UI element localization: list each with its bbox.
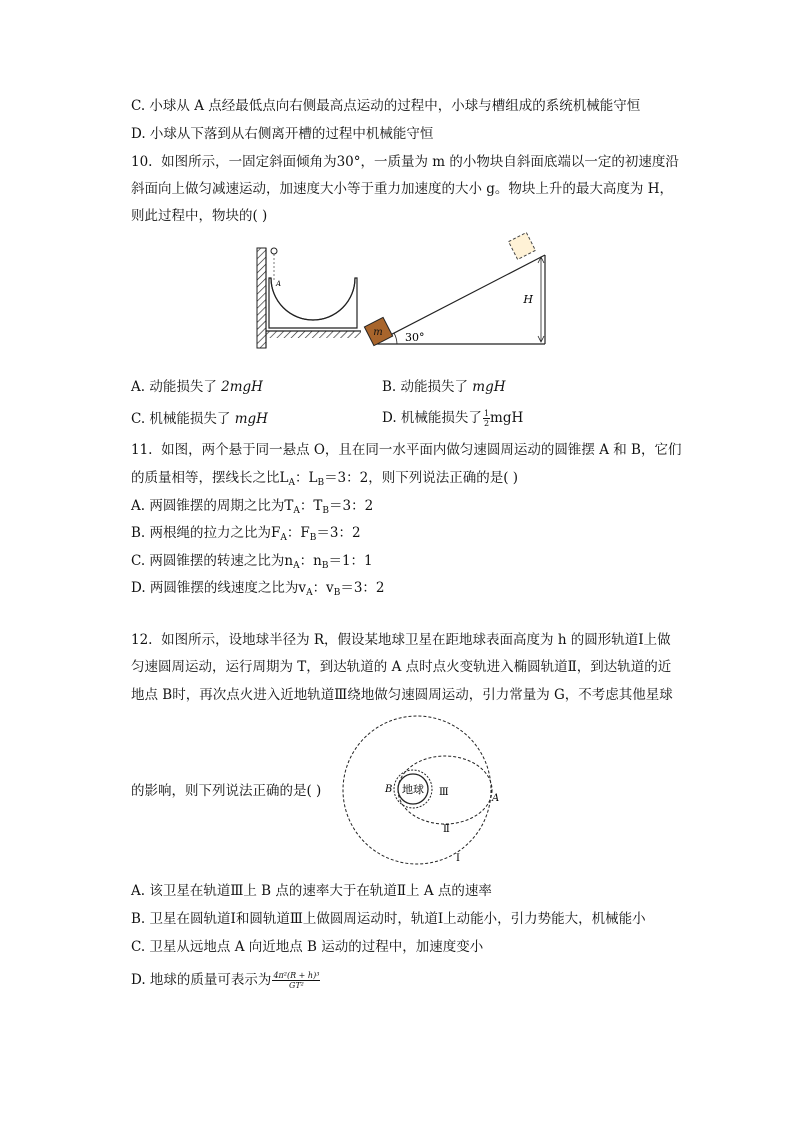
q11-option-a xyxy=(131,497,373,520)
q10-option-a-prefix: A. 动能损失了 xyxy=(131,379,222,395)
q9-option-d: D. 小球从下落到从右侧离开槽的过程中机械能守恒 xyxy=(131,126,434,142)
incline-slope xyxy=(373,255,545,344)
q10-option-d xyxy=(382,406,523,430)
q12-option-d xyxy=(131,968,320,992)
sub-b: B xyxy=(321,561,329,571)
label-30deg: 30° xyxy=(405,331,425,344)
sub-a: A xyxy=(306,588,313,598)
q10-option-d-value: mgH xyxy=(490,410,524,426)
q10-stem-line2: 斜面向上做匀减速运动，加速度大小等于重力加速度的大小 g。物块上升的最大高度为 H， xyxy=(131,181,673,197)
q11-option-c xyxy=(131,552,373,575)
label-b: B xyxy=(385,784,393,795)
q11-option-d xyxy=(131,579,385,602)
q11-line2-a: 的质量相等，摆线长之比L xyxy=(131,470,289,486)
q11-option-a-b: ：T xyxy=(299,498,323,514)
q12-stem-line1 xyxy=(131,631,671,649)
sub-a: A xyxy=(280,533,287,543)
q12-option-c: C. 卫星从远地点 A 向近地点 B 运动的过程中，加速度变小 xyxy=(131,939,484,955)
q11-option-c-a: C. 两圆锥摆的转速之比为n xyxy=(131,553,294,569)
q12-line1-text: 如图所示，设地球半径为 R，假设某地球卫星在距地球表面高度为 h 的圆形轨道Ⅰ上做 xyxy=(161,632,671,648)
sub-a: A xyxy=(293,561,300,571)
frac-den: 2 xyxy=(483,419,490,428)
q11-option-a-c: ＝3：2 xyxy=(328,498,374,514)
q12-orbit-figure xyxy=(335,713,515,868)
q10-option-b-prefix: B. 动能损失了 xyxy=(382,379,473,395)
q10-figure xyxy=(245,228,555,353)
label-h: H xyxy=(523,293,533,306)
sub-a: A xyxy=(288,478,295,488)
q10-option-b-value: mgH xyxy=(472,379,506,395)
label-orbit-ii: Ⅱ xyxy=(443,824,450,835)
q10-option-c-value: mgH xyxy=(234,411,268,427)
q10-stem-line1 xyxy=(131,153,679,171)
frac-num: 4π²(R + h)³ xyxy=(273,971,320,980)
q11-option-c-c: ＝1：1 xyxy=(328,553,373,569)
q11-line1-text: 如图，两个悬于同一悬点 O，且在同一水平面内做匀速圆周运动的圆锥摆 A 和 B，它们 xyxy=(161,442,682,458)
q11-stem-line2 xyxy=(131,469,518,492)
label-a: A xyxy=(276,280,282,288)
q11-option-b xyxy=(131,524,361,547)
q11-option-c-b: ：n xyxy=(299,553,322,569)
q12-stem-line4: 的影响，则下列说法正确的是( ) xyxy=(131,783,322,799)
q12-option-b: B. 卫星在圆轨道Ⅰ和圆轨道Ⅲ上做圆周运动时，轨道Ⅰ上动能小，引力势能大，机械能小 xyxy=(131,911,646,927)
q12-stem-line2: 匀速圆周运动，运行周期为 T，到达轨道的 A 点时点火变轨进入椭圆轨道Ⅱ，到达轨道的近 xyxy=(131,659,672,675)
q11-stem-line1 xyxy=(131,441,681,459)
block-top-dashed xyxy=(509,233,536,260)
q10-number: 10. xyxy=(131,154,153,170)
ball-icon xyxy=(271,248,277,254)
fraction-mass xyxy=(272,971,320,990)
label-orbit-i: Ⅰ xyxy=(456,853,460,864)
q12-stem-line3: 地点 B时，再次点火进入近地轨道Ⅲ绕地做匀速圆周运动，引力常量为 G，不考虑其他星球 xyxy=(131,687,673,703)
q11-option-d-b: ：v xyxy=(312,580,334,596)
wall-hatch xyxy=(257,248,266,348)
sub-b: B xyxy=(309,533,317,543)
sub-b: B xyxy=(317,478,325,488)
q11-line2-b: ：L xyxy=(294,470,318,486)
q12-option-d-prefix: D. 地球的质量可表示为 xyxy=(131,972,272,988)
label-a: A xyxy=(492,793,500,804)
q10-option-a xyxy=(131,378,263,396)
q11-option-b-b: ：F xyxy=(286,525,310,541)
label-earth: 地球 xyxy=(402,783,424,796)
label-m: m xyxy=(373,327,383,338)
q11-option-b-a: B. 两根绳的拉力之比为F xyxy=(131,525,281,541)
fraction-half xyxy=(483,409,490,428)
q10-option-d-prefix: D. 机械能损失了 xyxy=(382,410,482,426)
q12-number: 12. xyxy=(131,632,153,648)
q10-option-a-value: 2mgH xyxy=(221,379,263,395)
q11-number: 11. xyxy=(131,442,153,458)
ground-hatch xyxy=(266,331,361,338)
q10-option-b xyxy=(382,378,506,396)
sub-b: B xyxy=(322,506,329,516)
frac-den: GT² xyxy=(288,981,304,990)
q11-option-b-c: ＝3：2 xyxy=(316,525,361,541)
sub-b: B xyxy=(333,588,341,598)
q10-stem-line3: 则此过程中，物块的( ) xyxy=(131,208,268,224)
q11-line2-c: ＝3：2，则下列说法正确的是( ) xyxy=(324,470,519,486)
q10-line1-text: 如图所示，一固定斜面倾角为30°，一质量为 m 的小物块自斜面底端以一定的初速度沿 xyxy=(161,154,679,170)
q10-option-c xyxy=(131,410,268,428)
frac-num: 1 xyxy=(483,409,490,418)
q9-option-c: C. 小球从 A 点经最低点向右侧最高点运动的过程中，小球与槽组成的系统机械能守恒 xyxy=(131,98,641,114)
label-orbit-iii: Ⅲ xyxy=(439,787,449,798)
q12-option-a: A. 该卫星在轨道Ⅲ上 B 点的速率大于在轨道Ⅱ上 A 点的速率 xyxy=(131,883,492,899)
q11-option-a-a: A. 两圆锥摆的周期之比为T xyxy=(131,498,294,514)
sub-a: A xyxy=(293,506,300,516)
q11-option-d-c: ＝3：2 xyxy=(340,580,385,596)
q10-option-c-prefix: C. 机械能损失了 xyxy=(131,411,235,427)
q11-option-d-a: D. 两圆锥摆的线速度之比为v xyxy=(131,580,307,596)
